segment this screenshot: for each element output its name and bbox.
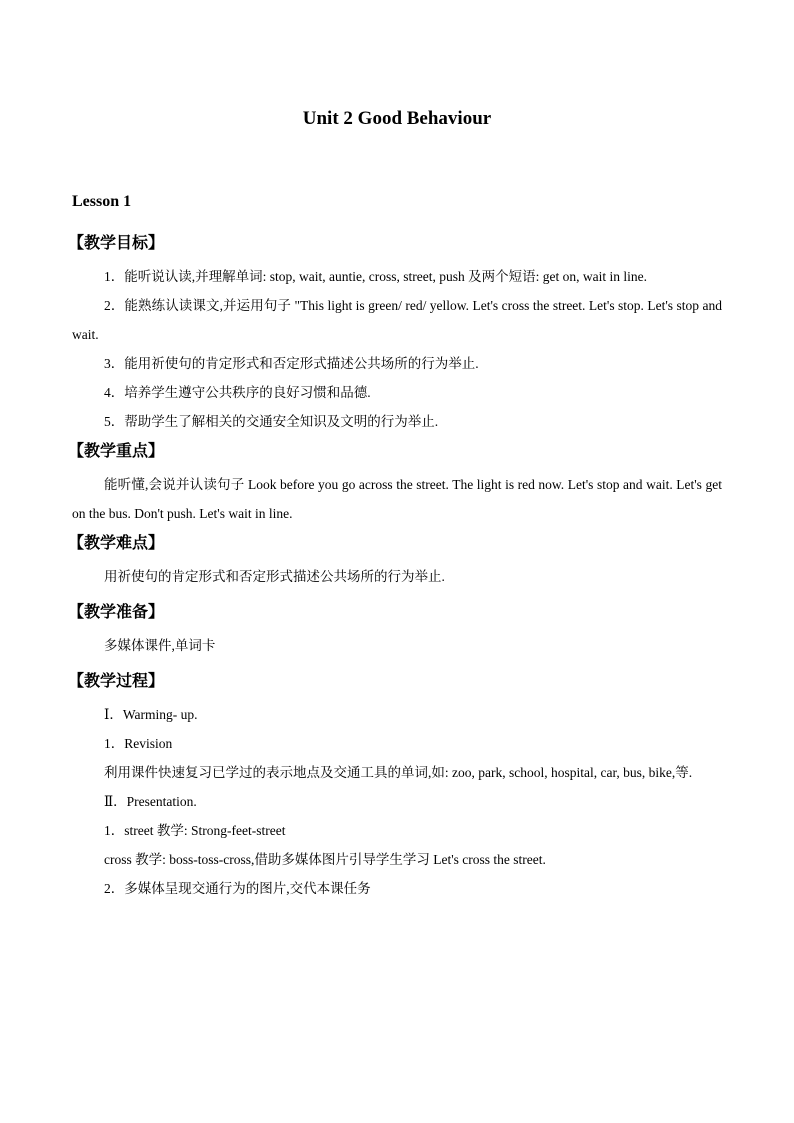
process-line: 利用课件快速复习已学过的表示地点及交通工具的单词,如: zoo, park, school, hospital, car, bus, bike,等. (104, 765, 693, 780)
preparation-text: 多媒体课件,单词卡 (104, 638, 216, 653)
process-line: cross 教学: boss-toss-cross,借助多媒体图片引导学生学习 Let's cross the street. (104, 852, 546, 867)
process-line: 2．多媒体呈现交通行为的图片,交代本课任务 (104, 881, 371, 896)
key-points-text: 能听懂,会说并认读句子 Look before you go across the street. The light is red now. Let's stop and wait. Let's get on the bus. Don't push. Let's wait in line. (72, 477, 722, 521)
section-heading-key-points: 【教学重点】 (68, 441, 165, 460)
document-body (68, 230, 722, 903)
section-heading-process: 【教学过程】 (68, 671, 165, 690)
goal-item: 2．能熟练认读课文,并运用句子 "This light is green/ red/ yellow. Let's cross the street. Let's stop. Let's stop and wait. (72, 298, 722, 342)
process-line: Ⅱ．Presentation. (104, 794, 197, 809)
section-heading-preparation: 【教学准备】 (68, 602, 165, 621)
goal-item: 1．能听说认读,并理解单词: stop, wait, auntie, cross, street, push 及两个短语: get on, wait in line. (104, 269, 647, 284)
goal-item: 4．培养学生遵守公共秩序的良好习惯和品德. (104, 385, 371, 400)
section-heading-difficulties: 【教学难点】 (68, 533, 165, 552)
goal-item: 3．能用祈使句的肯定形式和否定形式描述公共场所的行为举止. (104, 356, 479, 371)
process-line: Ⅰ．Warming- up. (104, 707, 198, 722)
section-heading-goals: 【教学目标】 (68, 233, 165, 252)
document-title: Unit 2 Good Behaviour (302, 108, 492, 129)
goal-item: 5．帮助学生了解相关的交通安全知识及文明的行为举止. (104, 414, 439, 429)
process-line: 1．street 教学: Strong-feet-street (104, 823, 286, 838)
process-line: 1．Revision (104, 736, 173, 751)
difficulties-text: 用祈使句的肯定形式和否定形式描述公共场所的行为举止. (104, 569, 445, 584)
lesson-heading: Lesson 1 (72, 193, 132, 210)
